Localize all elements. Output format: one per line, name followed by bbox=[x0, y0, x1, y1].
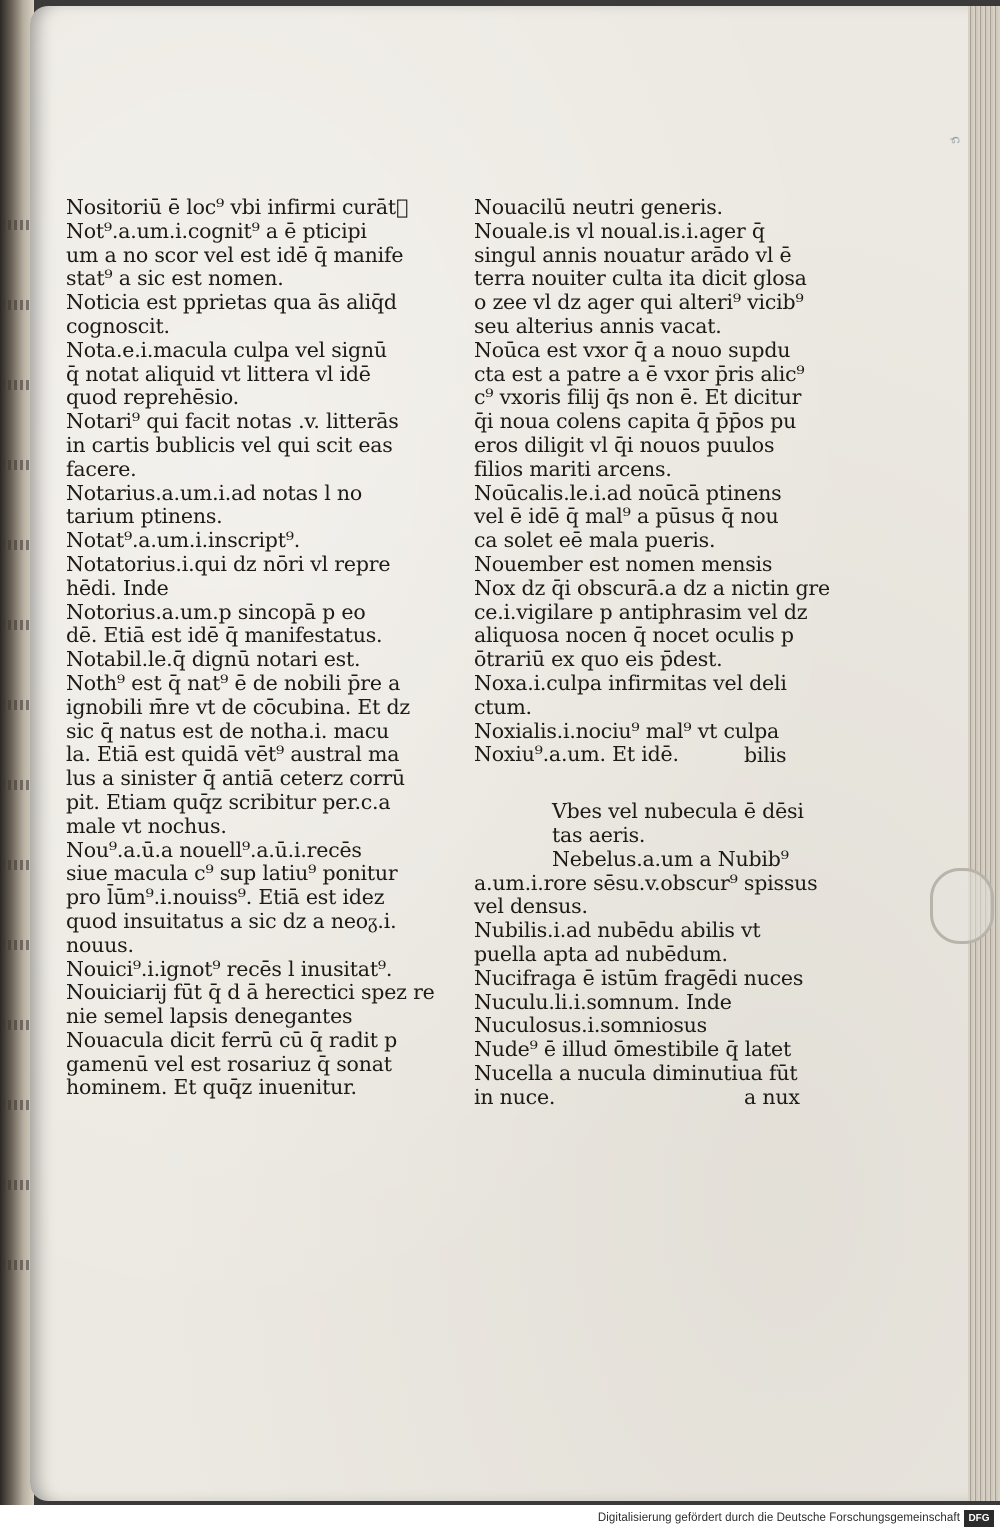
text-line: lus a sinister q̄ antiā ceterz corrū bbox=[66, 766, 405, 791]
dfg-logo-icon: DFG bbox=[964, 1510, 994, 1527]
text-line: ctum. bbox=[474, 694, 532, 719]
text-line: Notarius.a.um.i.ad notas l no bbox=[66, 480, 363, 505]
text-line: vel densus. bbox=[474, 894, 588, 919]
text-line: nie semel lapsis denegantes bbox=[66, 1004, 353, 1029]
text-line: q̄ notat aliquid vt littera vl idē bbox=[66, 361, 371, 386]
text-line: sic q̄ natus est de notha.i. macu bbox=[66, 718, 390, 743]
text-line: Nositoriū ē loc⁹ vbi infirmi curātᷓ bbox=[66, 195, 409, 219]
text-line: Nouiciarij fūt q̄ d ā herectici spez re bbox=[66, 980, 435, 1005]
text-line: Notatorius.i.qui dz nōri vl repre bbox=[66, 551, 391, 576]
text-line: o zee vl dz ager qui alteri⁹ vicib⁹ bbox=[474, 290, 804, 315]
text-line: puella apta ad nubēdum. bbox=[474, 941, 728, 966]
text-line: ōtrariū ex quo eis p̄dest. bbox=[474, 647, 723, 672]
text-line: Nouacula dicit ferrū cū q̄ radit p bbox=[66, 1027, 398, 1052]
page-edges bbox=[968, 6, 1000, 1501]
text-line: pro l̄ūm⁹.i.nouiss⁹. Etiā est idez bbox=[66, 885, 385, 910]
text-line: nouus. bbox=[66, 932, 134, 957]
text-line: Nouember est nomen mensis bbox=[474, 551, 773, 576]
text-line: Noūcalis.le.i.ad noūcā ptinens bbox=[474, 480, 782, 505]
text-line: la. Etiā est quidā vēt⁹ austral ma bbox=[66, 742, 400, 767]
text-line: dē. Etiā est idē q̄ manifestatus. bbox=[66, 623, 383, 648]
text-line: Nox dz q̄i obscurā.a dz a nictin gre bbox=[474, 575, 830, 600]
text-line: Nouici⁹.i.ignot⁹ recēs l inusitat⁹. bbox=[66, 956, 393, 981]
text-line: q̄i noua colens capita q̄ p̄p̄os pu bbox=[474, 409, 797, 434]
text-line: singul annis nouatur arādo vl ē bbox=[474, 242, 792, 267]
text-line: stat⁹ a sic est nomen. bbox=[66, 266, 284, 291]
funding-credit: Digitalisierung gefördert durch die Deutsche Forschungsgemeinschaft bbox=[597, 1512, 960, 1524]
text-line: Notat⁹.a.um.i.inscript⁹. bbox=[66, 528, 301, 553]
text-line: in cartis bublicis vel qui scit eas bbox=[66, 432, 393, 457]
text-line: a.um.i.rore sēsu.v.obscur⁹ spissus bbox=[474, 870, 818, 895]
page-clip bbox=[930, 868, 994, 944]
text-line: Nuculu.li.i.somnum. Inde bbox=[474, 989, 732, 1014]
text-line: Noūca est vxor q̄ a nouo supdu bbox=[474, 337, 791, 362]
text-line: Nubilis.i.ad nubēdu abilis vt bbox=[474, 918, 761, 943]
text-line: ca solet eē mala pueris. bbox=[474, 528, 716, 553]
text-line: hēdi. Inde bbox=[66, 575, 169, 600]
text-line: um a no scor vel est idē q̄ manife bbox=[66, 242, 404, 267]
text-line: Nota.e.i.macula culpa vel signū bbox=[66, 337, 387, 362]
text-line: cognoscit. bbox=[66, 313, 170, 338]
text-line: Noth⁹ est q̄ nat⁹ ē de nobili p̄re a bbox=[66, 670, 401, 695]
text-line: Nouacilū neutri generis. bbox=[474, 195, 723, 219]
text-line: quod insuitatus a sic dz a neoᵹ.i. bbox=[66, 908, 397, 933]
text-line: tarium ptinens. bbox=[66, 504, 223, 529]
text-line: Nuculosus.i.somniosus bbox=[474, 1013, 708, 1038]
text-line: Vbes vel nubecula ē dēsi bbox=[552, 799, 804, 824]
text-line: Nucifraga ē istūm fragēdi nuces bbox=[474, 965, 804, 990]
text-line: siue macula c⁹ sup latiu⁹ ponitur bbox=[66, 861, 398, 886]
left-text-column bbox=[66, 195, 435, 1100]
text-line: Noxa.i.culpa infirmitas vel deli bbox=[474, 670, 787, 695]
text-line: Noxiu⁹.a.um. Et idē. bbox=[474, 742, 679, 767]
right-column-tag: bilis bbox=[744, 743, 787, 767]
left-page-edge bbox=[0, 0, 34, 1505]
catchword: a nux bbox=[744, 1084, 800, 1109]
text-line: vel ē idē q̄ mal⁹ a pūsus q̄ nou bbox=[474, 504, 779, 529]
text-line: in nuce. bbox=[474, 1084, 556, 1109]
text-line: quod reprehēsio. bbox=[66, 385, 240, 410]
text-line: Notorius.a.um.p sincopā p eo bbox=[66, 599, 366, 624]
text-line: terra nouiter culta ita dicit glosa bbox=[474, 266, 807, 291]
text-line: Nouale.is vl noual.is.i.ager q̄ bbox=[474, 218, 765, 243]
text-line: Nou⁹.a.ū.a nouell⁹.a.ū.i.recēs bbox=[66, 837, 362, 862]
text-line: ignobili m̄re vt de cōcubina. Et dz bbox=[66, 694, 411, 719]
text-line: Nucella a nucula diminutiua fūt bbox=[474, 1060, 798, 1085]
text-line: tas aeris. bbox=[552, 822, 646, 847]
text-line: Noticia est pprietas qua ās aliq̄d bbox=[66, 290, 397, 315]
text-line: cta est a patre a ē vxor p̄ris alic⁹ bbox=[474, 361, 805, 386]
text-line: Notabil.le.q̄ dignū notari est. bbox=[66, 647, 361, 672]
text-line: filios mariti arcens. bbox=[474, 456, 672, 481]
text-line: male vt nochus. bbox=[66, 813, 227, 838]
text-line: Not⁹.a.um.i.cognit⁹ a ē pticipi bbox=[66, 218, 367, 243]
text-line: Noxialis.i.nociu⁹ mal⁹ vt culpa bbox=[474, 718, 780, 743]
text-line: hominem. Et quq̄z inuenitur. bbox=[66, 1075, 357, 1100]
folio-mark: ɕ bbox=[947, 134, 965, 146]
text-line: ce.i.vigilare p antiphrasim vel dz bbox=[474, 599, 808, 624]
text-line: pit. Etiam quq̄z scribitur per.c.a bbox=[66, 789, 391, 814]
text-line: facere. bbox=[66, 456, 137, 481]
footer-bar bbox=[0, 1505, 1000, 1533]
text-line: Nebelus.a.um a Nubib⁹ bbox=[552, 846, 789, 871]
text-line: Nude⁹ ē illud ōmestibile q̄ latet bbox=[474, 1037, 792, 1062]
text-line: c⁹ vxoris filij q̄s non ē. Et dicitur bbox=[474, 385, 802, 410]
text-line: eros diligit vl q̄i nouos puulos bbox=[474, 432, 775, 457]
text-line: gamenū vel est rosariuz q̄ sonat bbox=[66, 1051, 392, 1076]
text-line: seu alterius annis vacat. bbox=[474, 313, 722, 338]
right-text-column bbox=[474, 195, 830, 1109]
text-line: aliquosa nocen q̄ nocet oculis p bbox=[474, 623, 794, 648]
text-line: Notari⁹ qui facit notas .v. litterās bbox=[66, 409, 399, 434]
